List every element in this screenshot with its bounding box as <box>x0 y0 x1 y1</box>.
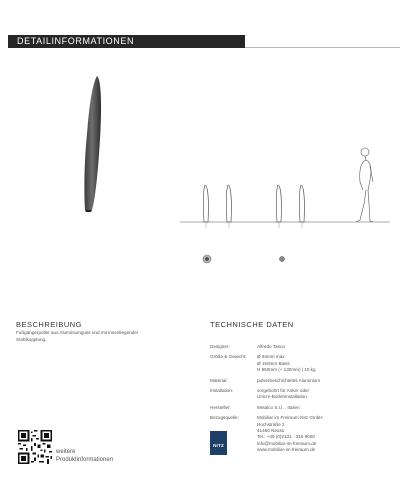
spec-value <box>257 405 390 411</box>
spec-label: Hersteller: <box>210 404 231 410</box>
spec-value-line: www.mobiliar-im-freiraum.de <box>257 447 316 453</box>
tech-title: TECHNISCHE DATEN <box>210 320 294 329</box>
description-text <box>16 330 176 343</box>
spec-value-line: Tel.: +49 (0)2131 - 316 9000 <box>257 434 315 440</box>
spec-label: Designer: <box>210 344 230 349</box>
spec-value-line: Ø 150mm Basis <box>257 360 290 366</box>
spec-value <box>257 354 390 373</box>
spec-value-line: Metalco S.r.l. , Italien <box>257 404 300 410</box>
spec-value-line: Unicre-Bodeninstallation <box>257 394 307 400</box>
qr-caption-line: weitere <box>56 449 76 455</box>
section-header <box>8 35 245 48</box>
elevation-drawing <box>180 140 390 240</box>
bollard-outline <box>203 185 304 222</box>
spec-value-line: pulverbeschichtetes Aluminium <box>257 377 321 383</box>
spec-value-line: Mobiliar im Freiraum Nitz GmbH <box>257 415 323 421</box>
spec-row-source <box>210 415 390 453</box>
spec-value <box>257 378 390 384</box>
description-line: Stahlkupplung. <box>16 336 47 342</box>
anchor-lines <box>206 222 302 228</box>
nitz-logo-text: NITZ <box>213 443 224 448</box>
spec-label: Material: <box>210 377 228 383</box>
spec-value-line: Hochstraße 2 <box>257 421 285 427</box>
spec-row-size <box>210 354 390 373</box>
spec-row-manufacturer <box>210 405 390 411</box>
qr-code[interactable] <box>18 430 52 464</box>
spec-label: Installation: <box>210 388 234 394</box>
spec-label: Bezugsquelle: <box>210 415 239 421</box>
spec-value <box>257 415 390 453</box>
header-divider <box>245 47 400 48</box>
spec-value-line: Ø 94mm max <box>257 354 285 360</box>
spec-value-line: 41460 Neuss <box>257 428 285 434</box>
qr-caption-line: Produktinformationen <box>56 457 114 463</box>
bollard-product-image <box>76 74 106 214</box>
spec-value-line: vorgebohrt für Anker oder <box>257 388 310 394</box>
plan-view-base-icon <box>202 254 212 264</box>
spec-value <box>257 344 390 350</box>
description-line: Fußgängerpoller aus Aluminiumguss und mit innenliegender <box>16 330 139 335</box>
spec-table <box>210 344 390 454</box>
plan-view-top-icon <box>279 256 285 262</box>
spec-value-line: info@mobiliar-im-freiraum.de <box>257 440 317 446</box>
spec-row-material <box>210 378 390 384</box>
spec-row-installation <box>210 388 390 401</box>
spec-value-line: Alfredo Tasca <box>257 344 285 349</box>
spec-label: Größe & Gewicht: <box>210 354 247 360</box>
spec-value-line: H 850mm (+ 130mm) | 10 kg <box>257 367 316 373</box>
spec-value <box>257 388 390 401</box>
qr-caption <box>56 448 113 464</box>
description-title: BESCHREIBUNG <box>16 320 83 329</box>
spec-row-designer <box>210 344 390 350</box>
header-title: DETAILINFORMATIONEN <box>17 36 135 46</box>
human-figure <box>356 148 373 222</box>
